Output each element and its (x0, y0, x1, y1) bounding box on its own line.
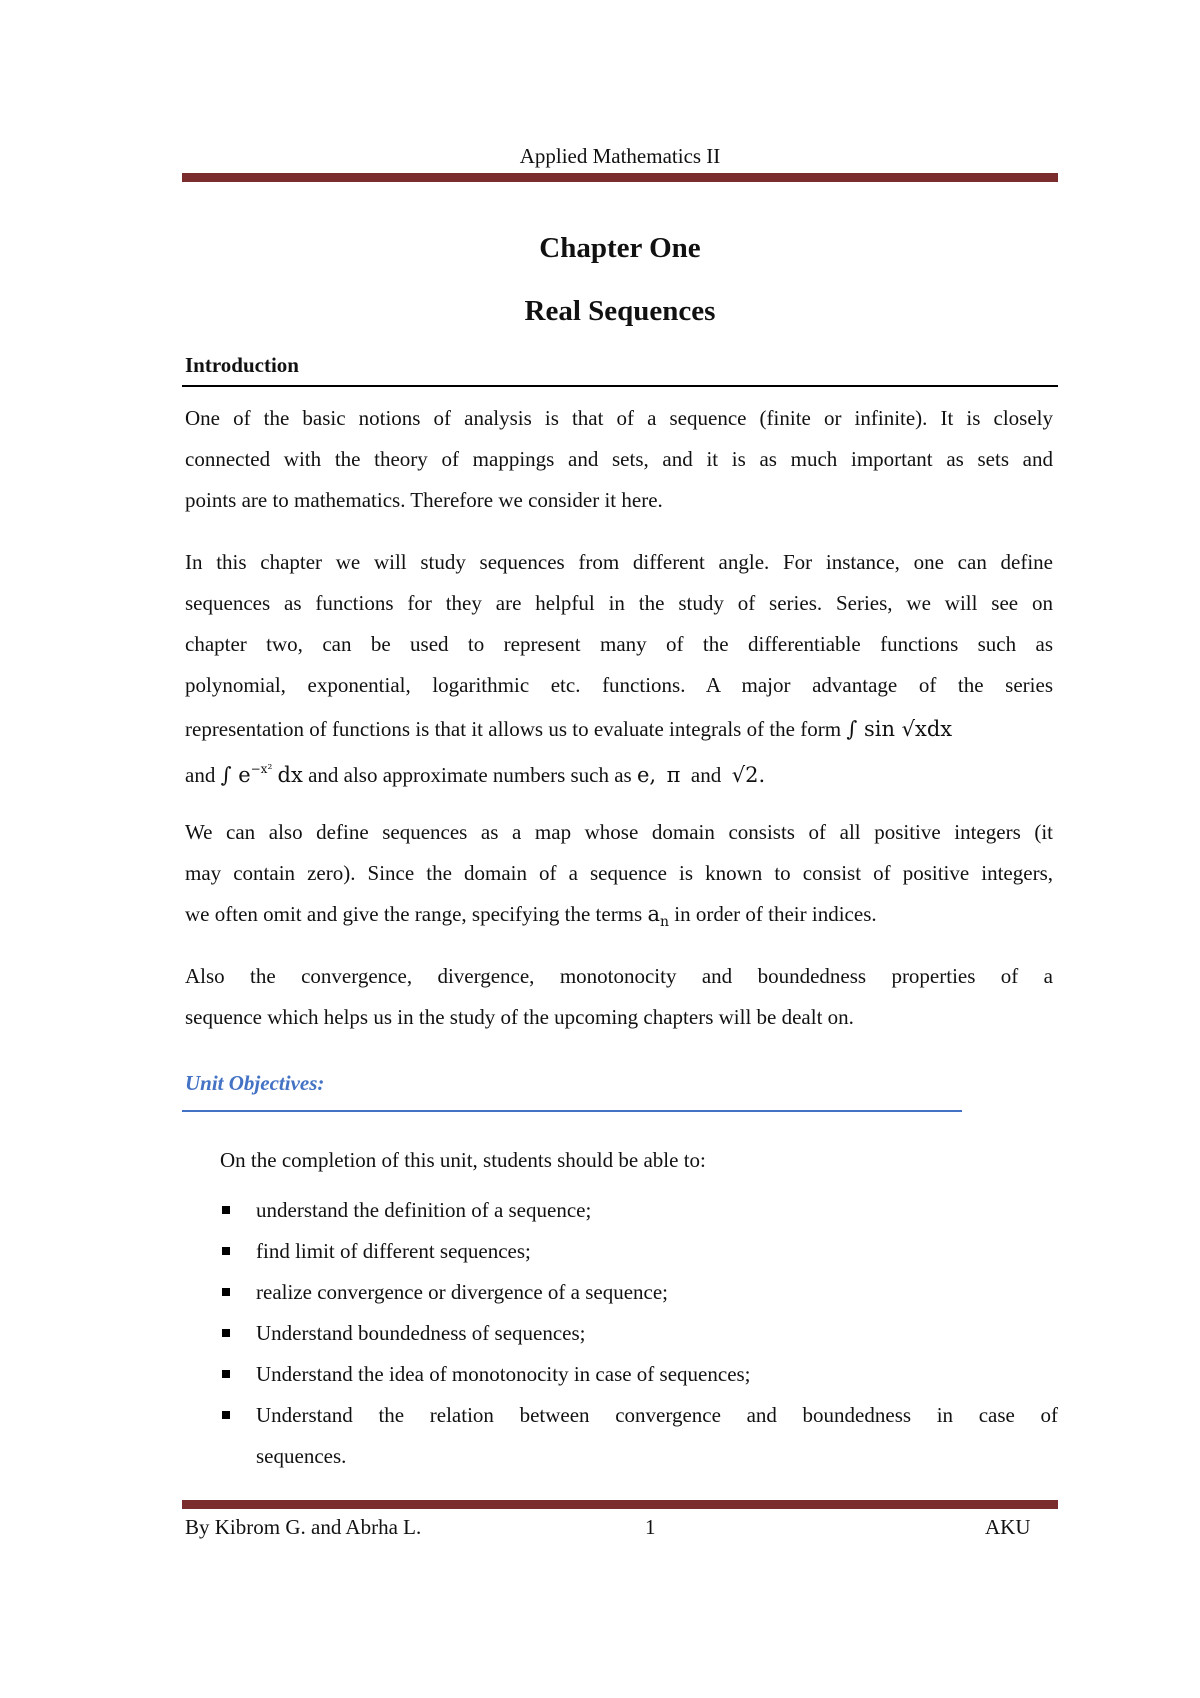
objectives-list (220, 1190, 1058, 1477)
paragraph-line-with-integral: representation of functions is that it allows us to evaluate integrals of the form ∫ sin √xdx (185, 717, 953, 741)
paragraph-line: points are to mathematics. Therefore we consider it here. (185, 488, 663, 512)
chapter-name: Real Sequences (524, 295, 716, 327)
paragraph-line: sequence which helps us in the study of the upcoming chapters will be dealt on. (185, 1005, 854, 1029)
list-item: Understand the idea of monotonocity in case of sequences; (220, 1354, 1058, 1395)
footer-institution: AKU (985, 1515, 1031, 1539)
objectives-intro: On the completion of this unit, students should be able to: (220, 1148, 706, 1172)
square-bullet-icon (222, 1329, 230, 1337)
square-bullet-icon (222, 1411, 230, 1419)
paragraph-line: chapter two, can be used to represent many of the differentiable functions such as (185, 632, 1053, 656)
paragraph-line: We can also define sequences as a map whose domain consists of all positive integers (it (185, 820, 1053, 844)
footer-authors: By Kibrom G. and Abrha L. (185, 1515, 422, 1539)
square-bullet-icon (222, 1247, 230, 1255)
square-bullet-icon (222, 1370, 230, 1378)
intro-paragraph-4 (185, 956, 1053, 1038)
unit-objectives-heading: Unit Objectives: (185, 1071, 325, 1095)
paragraph-line: may contain zero). Since the domain of a sequence is known to consist of positive integers, (185, 861, 1053, 885)
term-a: a (647, 902, 660, 926)
paragraph-line: polynomial, exponential, logarithmic etc. functions. A major advantage of the series (185, 673, 1053, 697)
intro-paragraph-2 (185, 542, 1053, 798)
paragraph-line-with-constants: and ∫ $e^{-x^2}$ dx and also approximate numbers such as e, π and √2. (185, 762, 766, 787)
paragraph-line-with-term: we often omit and give the range, specifying the terms $a_n$ in order of their indices. (185, 902, 877, 930)
term-subscript: n (659, 914, 670, 930)
sqrt-two: √2. (731, 763, 766, 787)
paragraph-line: sequences as functions for they are helpful in the study of series. Series, we will see on (185, 591, 1053, 615)
list-item: Understand boundedness of sequences; (220, 1313, 1058, 1354)
exponent: −x² (250, 762, 273, 776)
introduction-rule (182, 385, 1058, 387)
chapter-number-title: Chapter One (539, 232, 701, 264)
footer-rule (182, 1500, 1058, 1509)
objectives-rule (182, 1110, 962, 1112)
list-item: realize convergence or divergence of a sequence; (220, 1272, 1058, 1313)
intro-paragraph-3 (185, 812, 1053, 935)
paragraph-line: connected with the theory of mappings and sets, and it is as much important as sets and (185, 447, 1053, 471)
list-item: Understand the relation between convergence and boundedness in case of sequences. (220, 1395, 1058, 1477)
list-item: understand the definition of a sequence; (220, 1190, 1058, 1231)
introduction-heading: Introduction (185, 353, 299, 377)
paragraph-line: Also the convergence, divergence, monotonocity and boundedness properties of a (185, 964, 1053, 988)
running-header-title: Applied Mathematics II (519, 144, 721, 168)
integral-sin-sqrt-x: ∫ sin √xdx (846, 717, 953, 741)
square-bullet-icon (222, 1206, 230, 1214)
dx: dx (277, 763, 303, 787)
list-item: find limit of different sequences; (220, 1231, 1058, 1272)
paragraph-line: One of the basic notions of analysis is that of a sequence (finite or infinite). It is closely (185, 406, 1053, 430)
header-rule (182, 173, 1058, 182)
intro-paragraph-1 (185, 398, 1053, 521)
paragraph-line: In this chapter we will study sequences from different angle. For instance, one can define (185, 550, 1053, 574)
constant-e: e, (636, 763, 657, 787)
constant-pi: π (666, 763, 681, 787)
footer-page-number: 1 (645, 1515, 656, 1539)
square-bullet-icon (222, 1288, 230, 1296)
integral-exp: ∫ e (220, 763, 251, 787)
